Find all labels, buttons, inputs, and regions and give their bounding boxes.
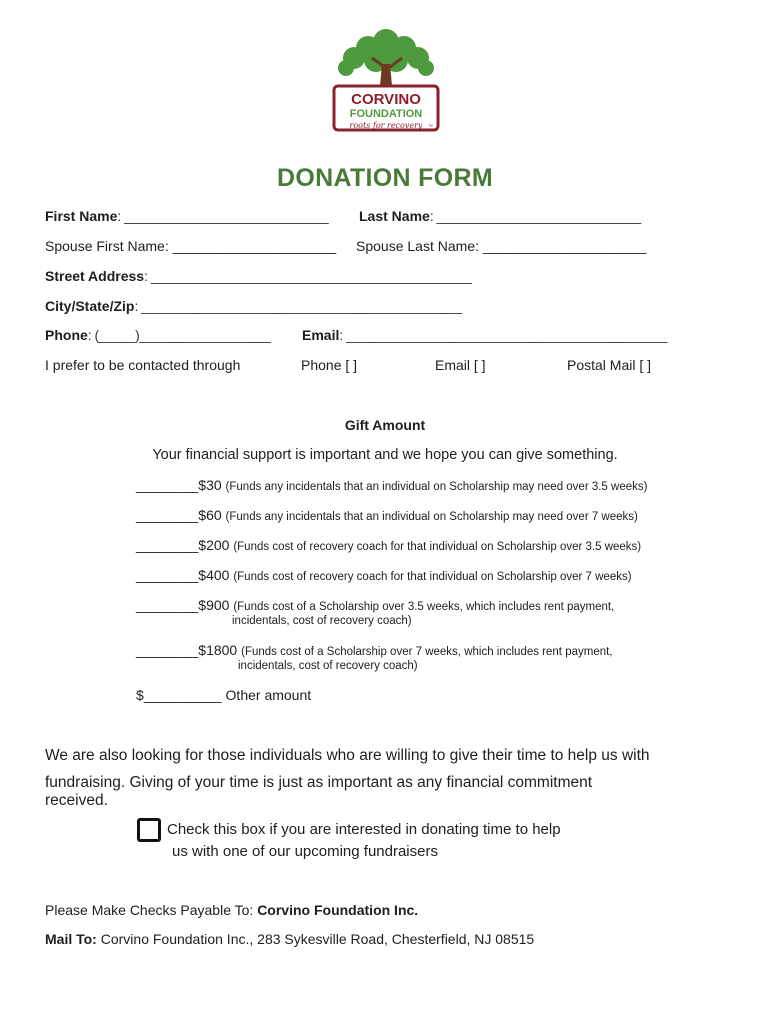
spouse-last-name-field[interactable]: Spouse Last Name: _____________________: [356, 238, 647, 254]
gift-description: (Funds any incidentals that an individual on Scholarship may need over 3.5 weeks): [225, 481, 648, 493]
checkbox-label-line1: Check this box if you are interested in donating time to help: [167, 821, 561, 838]
last-name-row[interactable]: [359, 208, 641, 224]
street-address-row[interactable]: [45, 268, 471, 284]
logo-line2: FOUNDATION: [349, 108, 423, 120]
last-name-label: Last Name: [359, 208, 430, 224]
volunteer-checkbox-label: [167, 819, 647, 863]
gift-amount[interactable]: ________$200: [136, 537, 230, 553]
mail-address: Corvino Foundation Inc., 283 Sykesville Road, Chesterfield, NJ 08515: [96, 931, 535, 947]
gift-amount[interactable]: ________$900: [136, 597, 230, 613]
gift-amount[interactable]: ________$1800: [136, 642, 238, 658]
form-title: DONATION FORM: [277, 164, 493, 192]
gift-description: (Funds cost of recovery coach for that individual on Scholarship over 3.5 weeks): [233, 541, 642, 553]
city-state-zip-label: City/State/Zip: [45, 298, 135, 314]
phone-field[interactable]: : (_____)__________________: [87, 327, 271, 343]
first-name-row[interactable]: [45, 208, 328, 224]
phone-row[interactable]: [45, 327, 270, 343]
gift-description-cont: incidentals, cost of recovery coach): [232, 615, 412, 627]
spouse-first-name-field[interactable]: Spouse First Name: _____________________: [45, 238, 337, 254]
city-state-zip-field[interactable]: : ____________________________________________: [134, 298, 462, 314]
gift-amount[interactable]: ________$400: [136, 567, 230, 583]
gift-amount-heading: Gift Amount: [344, 417, 426, 433]
corvino-foundation-logo: [328, 24, 444, 140]
volunteer-line3: received.: [45, 792, 108, 809]
first-name-field[interactable]: : ____________________________: [117, 208, 329, 224]
gift-option-30[interactable]: [136, 477, 647, 493]
gift-amount[interactable]: ________$30: [136, 477, 222, 493]
logo-trademark: ™: [428, 124, 433, 130]
logo-tagline: roots for recovery: [349, 121, 423, 130]
email-label: Email: [302, 327, 340, 343]
contact-phone-option[interactable]: Phone [ ]: [301, 357, 358, 373]
gift-description: (Funds any incidentals that an individual on Scholarship may need over 7 weeks): [225, 511, 638, 523]
payable-name: Corvino Foundation Inc.: [257, 902, 419, 918]
gift-amount-intro: Your financial support is important and we hope you can give something.: [152, 447, 618, 463]
volunteer-line1: We are also looking for those individuals who are willing to give their time to help us with: [45, 747, 650, 764]
street-address-field[interactable]: : ____________________________________________: [144, 268, 472, 284]
gift-description: (Funds cost of recovery coach for that individual on Scholarship over 7 weeks): [233, 571, 632, 583]
contact-email-option[interactable]: Email [ ]: [435, 357, 486, 373]
first-name-label: First Name: [45, 208, 118, 224]
mail-to-line: [45, 931, 534, 947]
contact-postal-option[interactable]: Postal Mail [ ]: [567, 357, 652, 373]
other-amount-field[interactable]: $__________ Other amount: [136, 687, 312, 703]
checkbox-label-line2: us with one of our upcoming fundraisers: [172, 843, 438, 860]
last-name-field[interactable]: : ____________________________: [429, 208, 641, 224]
gift-description: (Funds cost of a Scholarship over 7 weeks, which includes rent payment,: [241, 646, 613, 658]
payable-to-line: [45, 902, 418, 918]
gift-option-200[interactable]: [136, 537, 641, 553]
mail-to-label: Mail To:: [45, 931, 97, 947]
gift-option-60[interactable]: [136, 507, 638, 523]
gift-option-900[interactable]: [136, 597, 614, 627]
volunteer-line2: fundraising. Giving of your time is just as important as any financial commitment: [45, 774, 593, 791]
contact-preference-label: I prefer to be contacted through: [45, 357, 241, 373]
gift-amount[interactable]: ________$60: [136, 507, 222, 523]
email-field[interactable]: : ____________________________________________: [339, 327, 667, 343]
volunteer-checkbox[interactable]: [137, 818, 161, 842]
city-state-zip-row[interactable]: [45, 298, 462, 314]
email-row[interactable]: [302, 327, 667, 343]
phone-label: Phone: [45, 327, 88, 343]
gift-description: (Funds cost of a Scholarship over 3.5 weeks, which includes rent payment,: [233, 601, 615, 613]
gift-option-1800[interactable]: [136, 642, 613, 672]
gift-option-400[interactable]: [136, 567, 632, 583]
gift-description-cont: incidentals, cost of recovery coach): [238, 660, 418, 672]
logo-line1: CORVINO: [351, 91, 421, 108]
street-address-label: Street Address: [45, 268, 145, 284]
payable-prefix: Please Make Checks Payable To:: [45, 902, 258, 918]
